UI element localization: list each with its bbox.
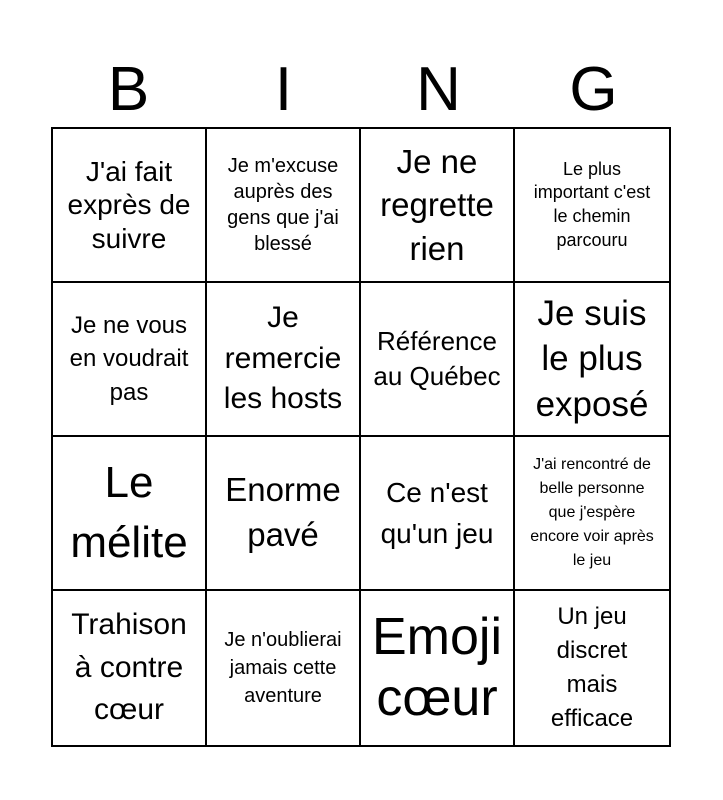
bingo-cell-text: Je suis le plus exposé: [535, 293, 649, 424]
header-letter-g: G: [569, 55, 618, 124]
bingo-cell-r3c1[interactable]: [53, 437, 207, 591]
bingo-cell-text: J'ai fait exprès de suivre: [67, 156, 191, 254]
bingo-cell-r1c4[interactable]: [515, 129, 669, 283]
bingo-cell-r2c1[interactable]: [53, 283, 207, 437]
bingo-header: [51, 52, 671, 128]
bingo-cell-r1c3[interactable]: [361, 129, 515, 283]
bingo-cell-text: Je m'excuse auprès des gens que j'ai blessé: [227, 155, 339, 255]
bingo-cell-text: Je n'oublierai jamais cette aventure: [224, 629, 342, 707]
bingo-cell-text: Référence au Québec: [373, 325, 501, 391]
bingo-cell-r2c4[interactable]: [515, 283, 669, 437]
bingo-cell-r3c3[interactable]: [361, 437, 515, 591]
bingo-cell-r4c4[interactable]: [515, 591, 669, 745]
bingo-cell-text: Je remercie les hosts: [223, 300, 343, 416]
bingo-cell-text: Trahison à contre cœur: [71, 608, 187, 727]
bingo-cell-r1c2[interactable]: [207, 129, 361, 283]
bingo-cell-text: Ce n'est qu'un jeu: [380, 476, 494, 549]
bingo-cell-text: Le mélite: [70, 458, 188, 567]
bingo-cell-r1c1[interactable]: [53, 129, 207, 283]
bingo-cell-r4c2[interactable]: [207, 591, 361, 745]
bingo-cell-text: Le plus important c'est le chemin parcouru: [533, 158, 651, 250]
header-letter-i: I: [274, 55, 293, 124]
bingo-cell-r2c2[interactable]: [207, 283, 361, 437]
bingo-cell-text: J'ai rencontré de belle personne que j'espère encore voir après le jeu: [530, 456, 654, 569]
bingo-cell-r3c4[interactable]: [515, 437, 669, 591]
bingo-cell-text: Je ne regrette rien: [380, 142, 494, 267]
bingo-cell-r3c2[interactable]: [207, 437, 361, 591]
bingo-cell-text: Un jeu discret mais efficace: [550, 602, 634, 733]
bingo-cell-text: Je ne vous en voudrait pas: [69, 311, 189, 406]
header-letter-n: N: [416, 55, 461, 124]
bingo-cell-r2c3[interactable]: [361, 283, 515, 437]
bingo-cell-r4c1[interactable]: [53, 591, 207, 745]
bingo-cell-text: Emoji cœur: [371, 607, 503, 727]
bingo-cell-r4c3[interactable]: [361, 591, 515, 745]
bingo-cell-text: Enorme pavé: [225, 471, 341, 553]
header-letter-b: B: [107, 55, 150, 124]
bingo-board: [51, 127, 671, 747]
